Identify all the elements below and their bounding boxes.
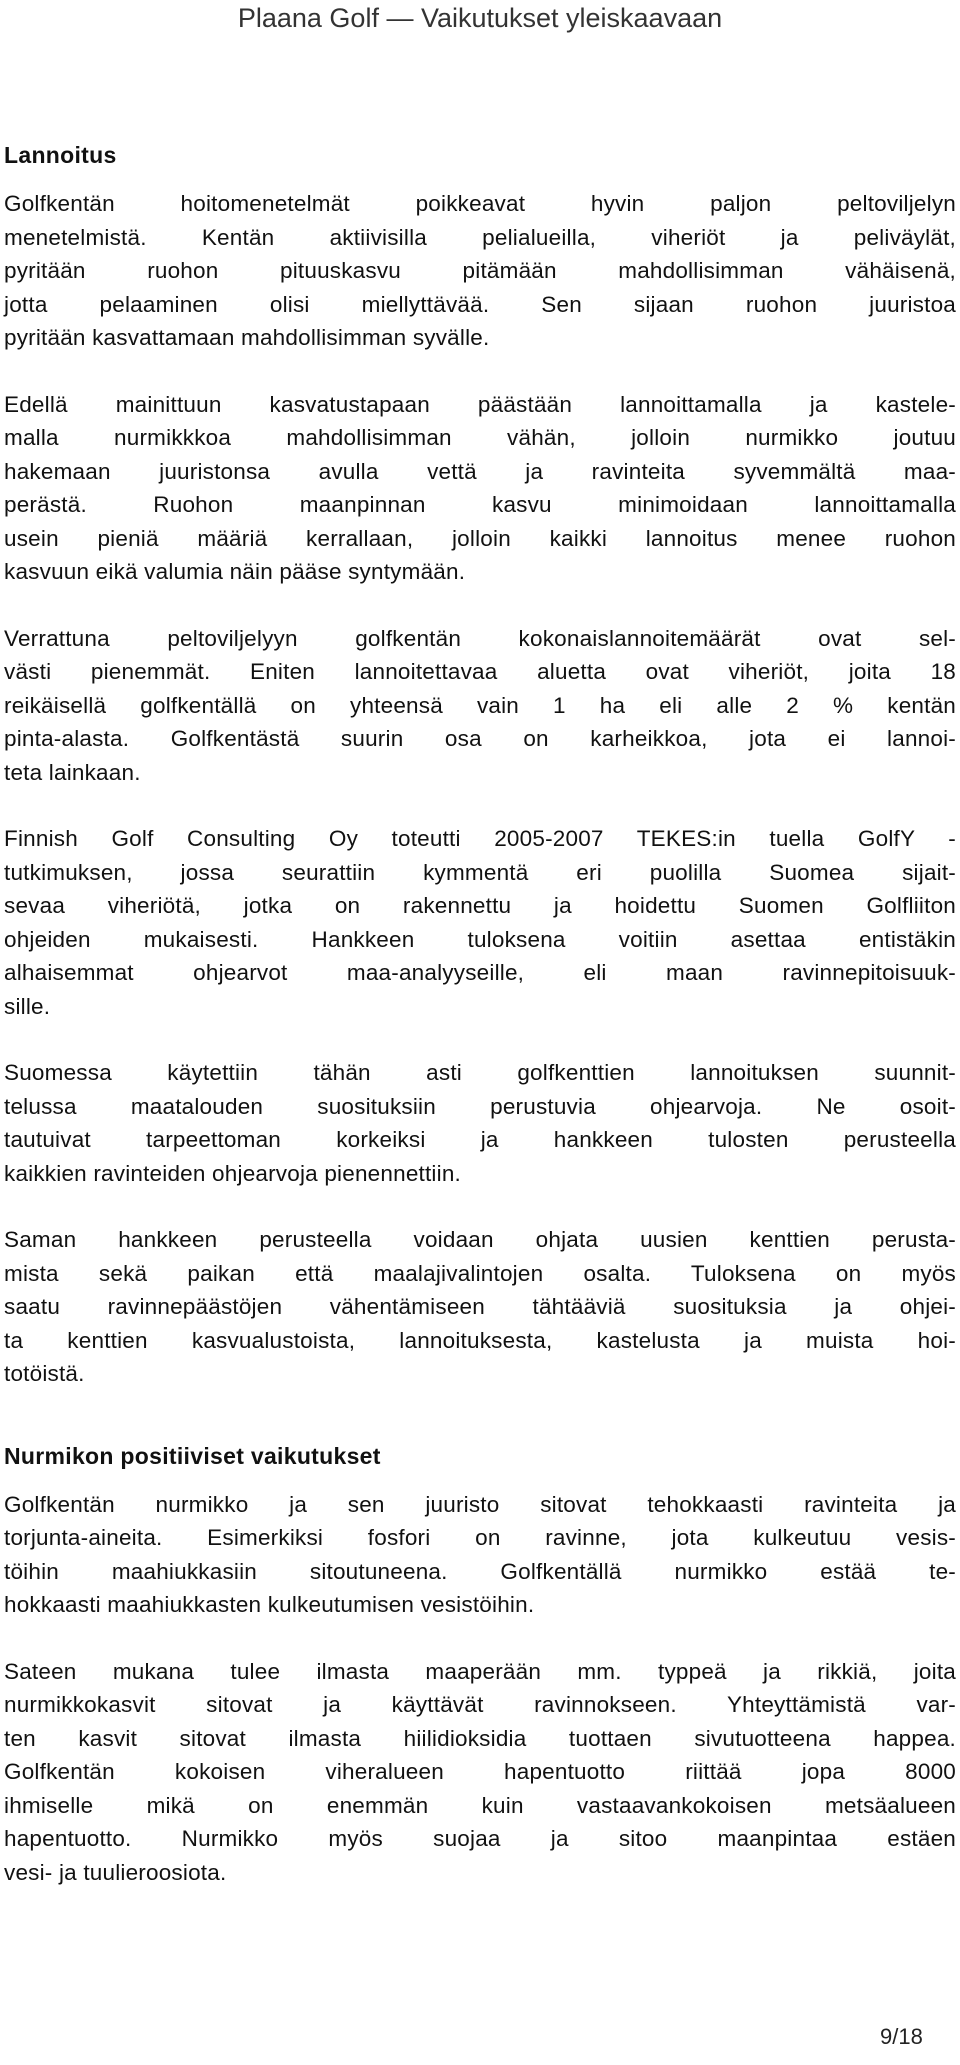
running-header: Plaana Golf — Vaikutukset yleiskaavaan (237, 3, 723, 33)
text-line: nurmikkokasvit sitovat ja käyttävät ravinnokseen. Yhteyttämistä var- (4, 1692, 956, 1717)
paragraph (4, 822, 956, 1023)
text-line: Golfkentän kokoisen viheralueen hapentuotto riittää jopa 8000 (4, 1759, 956, 1784)
text-line: totöistä. (4, 1361, 85, 1386)
text-line: hokkaasti maahiukkasten kulkeutumisen vesistöihin. (4, 1592, 535, 1617)
text-line: torjunta-aineita. Esimerkiksi fosfori on ravinne, jota kulkeutuu vesis- (4, 1525, 956, 1550)
text-line: teta lainkaan. (4, 759, 141, 785)
text-line: mista sekä paikan että maalajivalintojen osalta. Tuloksena on myös (4, 1260, 956, 1286)
paragraph (4, 1223, 956, 1391)
text-line: pyritään kasvattamaan mahdollisimman syvälle. (4, 325, 490, 350)
text-line: perästä. Ruohon maanpinnan kasvu minimoidaan lannoittamalla (4, 492, 956, 517)
text-line: hakemaan juuristonsa avulla vettä ja ravinteita syvemmältä maa- (4, 458, 956, 484)
paragraph (4, 388, 956, 589)
paragraph (4, 187, 956, 355)
text-line: alhaisemmat ohjearvot maa-analyyseille, eli maan ravinnepitoisuuk- (4, 960, 956, 985)
document-body (4, 140, 956, 1889)
text-line: menetelmistä. Kentän aktiivisilla pelialueilla, viheriöt ja peliväylät, (4, 224, 956, 250)
text-line: saatu ravinnepäästöjen vähentämiseen tähtääviä suosituksia ja ohjei- (4, 1294, 956, 1319)
text-line: pyritään ruohon pituuskasvu pitämään mahdollisimman vähäisenä, (4, 258, 956, 283)
text-line: kaikkien ravinteiden ohjearvoja pienennettiin. (4, 1160, 461, 1186)
text-line: Golfkentän nurmikko ja sen juuristo sitovat tehokkaasti ravinteita ja (4, 1491, 956, 1517)
text-line: Golfkentän hoitomenetelmät poikkeavat hyvin paljon peltoviljelyn (4, 191, 956, 216)
text-line: Sateen mukana tulee ilmasta maaperään mm. typpeä ja rikkiä, joita (4, 1658, 956, 1684)
text-line: Suomessa käytettiin tähän asti golfkenttien lannoituksen suunnit- (4, 1060, 956, 1085)
text-line: kasvuun eikä valumia näin pääse syntymään. (4, 559, 466, 584)
text-line: töihin maahiukkasiin sitoutuneena. Golfkentällä nurmikko estää te- (4, 1558, 956, 1584)
text-line: tutkimuksen, jossa seurattiin kymmentä eri puolilla Suomea sijait- (4, 859, 956, 885)
text-line: Verrattuna peltoviljelyyn golfkentän kokonaislannoitemäärät ovat sel- (4, 625, 956, 651)
text-line: västi pienemmät. Eniten lannoitettavaa aluetta ovat viheriöt, joita 18 (4, 659, 956, 684)
text-line: sille. (4, 993, 51, 1019)
text-line: jotta pelaaminen olisi miellyttävää. Sen sijaan ruohon juuristoa (4, 291, 956, 317)
text-line: sevaa viheriötä, jotka on rakennettu ja hoidettu Suomen Golfliiton (4, 893, 956, 918)
text-line: Edellä mainittuun kasvatustapaan päästään lannoittamalla ja kastele- (4, 391, 956, 417)
text-line: Saman hankkeen perusteella voidaan ohjata uusien kenttien perusta- (4, 1227, 956, 1252)
section-heading: Lannoitus (4, 142, 117, 168)
text-line: ihmiselle mikä on enemmän kuin vastaavankokoisen metsäalueen (4, 1792, 956, 1818)
text-line: hapentuotto. Nurmikko myös suojaa ja sitoo maanpintaa estäen (4, 1826, 956, 1851)
text-line: reikäisellä golfkentällä on yhteensä vain 1 ha eli alle 2 % kentän (4, 692, 956, 718)
text-line: Finnish Golf Consulting Oy toteutti 2005-2007 TEKES:in tuella GolfY - (4, 826, 956, 851)
text-line: vesi- ja tuulieroosiota. (4, 1859, 227, 1885)
paragraph (4, 1655, 956, 1890)
text-line: telussa maatalouden suosituksiin perustuvia ohjearvoja. Ne osoit- (4, 1093, 956, 1119)
text-line: pinta-alasta. Golfkentästä suurin osa on karheikkoa, jota ei lannoi- (4, 726, 956, 751)
text-line: tautuivat tarpeettoman korkeiksi ja hankkeen tulosten perusteella (4, 1127, 956, 1152)
text-line: usein pieniä määriä kerrallaan, jolloin kaikki lannoitus menee ruohon (4, 525, 956, 551)
paragraph (4, 622, 956, 790)
text-line: ten kasvit sitovat ilmasta hiilidioksidia tuottaen sivutuotteena happea. (4, 1725, 956, 1751)
paragraph (4, 1488, 956, 1622)
section-heading: Nurmikon positiiviset vaikutukset (4, 1442, 381, 1469)
text-line: ohjeiden mukaisesti. Hankkeen tuloksena voitiin asettaa entistäkin (4, 926, 956, 952)
text-line: ta kenttien kasvualustoista, lannoituksesta, kastelusta ja muista hoi- (4, 1327, 956, 1353)
text-line: malla nurmikkkoa mahdollisimman vähän, jolloin nurmikko joutuu (4, 425, 956, 450)
page-number: 9/18 (880, 2024, 923, 2049)
paragraph (4, 1056, 956, 1190)
